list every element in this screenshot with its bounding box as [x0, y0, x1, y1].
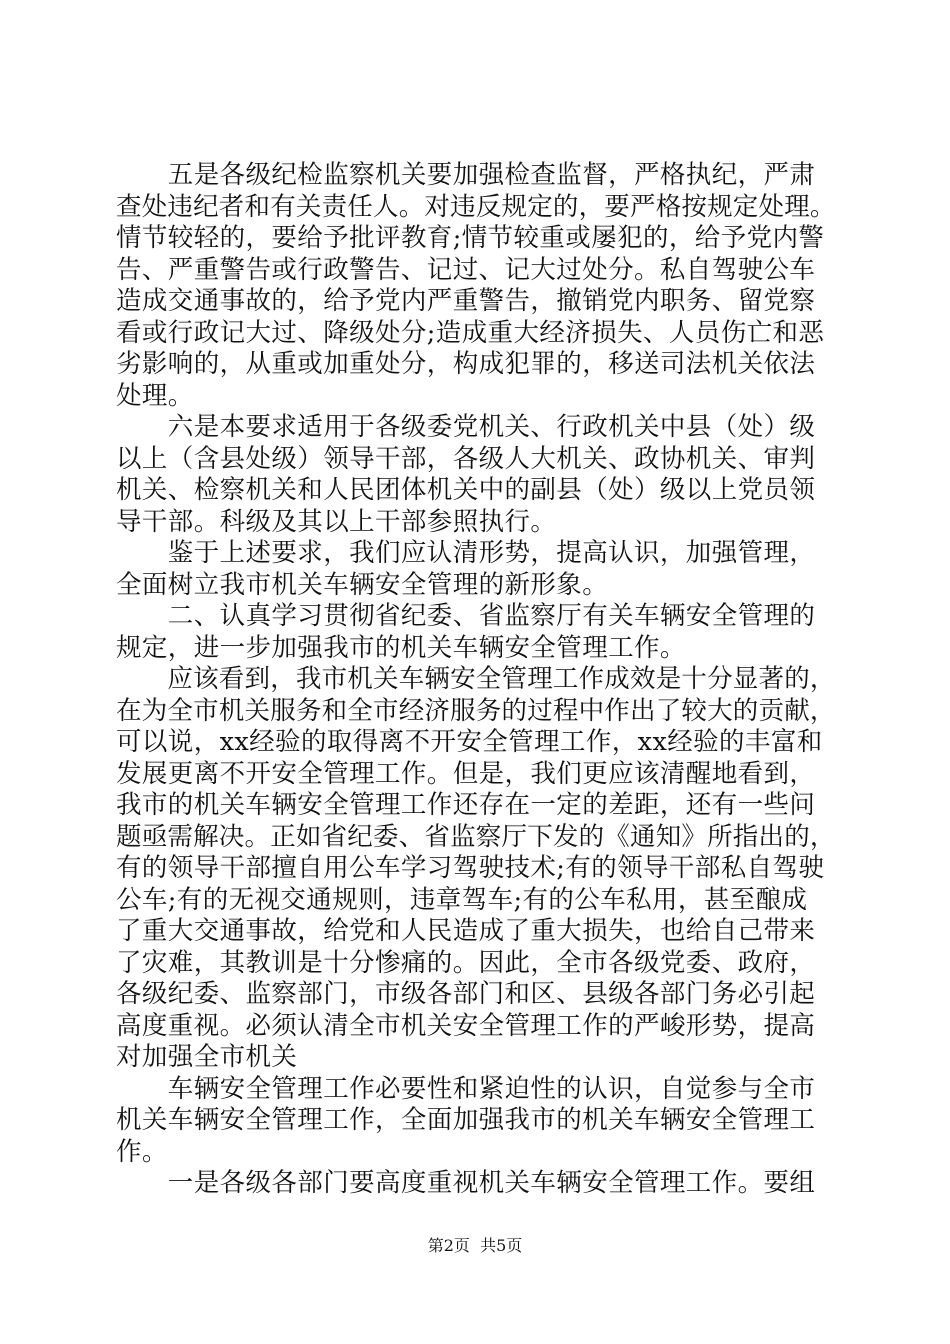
text-line: 在为全市机关服务和全市经济服务的过程中作出了较大的贡献，: [116, 695, 836, 726]
text-line: 以上（含县处级）领导干部，各级人大机关、政协机关、审判: [116, 443, 816, 474]
text-line: 机关、检察机关和人民团体机关中的副县（处）级以上党员领: [116, 475, 816, 505]
text-line: 查处违纪者和有关责任人。对违反规定的，要严格按规定处理。: [116, 191, 836, 222]
text-line: 车辆安全管理工作必要性和紧迫性的认识，自觉参与全市: [116, 1073, 816, 1104]
text-line: 五是各级纪检监察机关要加强检查监督，严格执纪，严肃: [116, 160, 816, 190]
text-line: 情节较轻的，要给予批评教育;情节较重或屡犯的，给予党内警: [116, 223, 825, 253]
text-line: 公车;有的无视交通规则，违章驾车;有的公车私用，甚至酿成: [116, 884, 808, 915]
text-line: 题亟需解决。正如省纪委、省监察厅下发的《通知》所指出的，: [116, 821, 836, 852]
text-line: 了重大交通事故，给党和人民造成了重大损失，也给自己带来: [116, 916, 816, 946]
text-line: 六是本要求适用于各级委党机关、行政机关中县（处）级: [116, 412, 816, 442]
text-line: 处理。: [116, 380, 194, 411]
text-line: 二、认真学习贯彻省纪委、省监察厅有关车辆安全管理的: [116, 601, 816, 631]
document-body: [116, 160, 836, 1200]
text-line: 劣影响的，从重或加重处分，构成犯罪的，移送司法机关依法: [116, 349, 816, 379]
text-line: 发展更离不开安全管理工作。但是，我们更应该清醒地看到，: [116, 758, 816, 789]
text-line: 有的领导干部擅自用公车学习驾驶技术;有的领导干部私自驾驶: [116, 853, 825, 883]
text-line: 了灾难，其教训是十分惨痛的。因此，全市各级党委、政府，: [116, 947, 816, 978]
text-line: 可以说，xx经验的取得离不开安全管理工作，xx经验的丰富和: [116, 727, 823, 757]
text-line: 机关车辆安全管理工作，全面加强我市的机关车辆安全管理工: [116, 1105, 816, 1135]
page-footer: 第2页 共5页: [427, 1236, 523, 1255]
text-line: 应该看到，我市机关车辆安全管理工作成效是十分显著的，: [116, 664, 836, 694]
text-line: 全面树立我市机关车辆安全管理的新形象。: [116, 569, 609, 600]
text-line: 对加强全市机关: [116, 1042, 298, 1072]
text-line: 各级纪委、监察部门，市级各部门和区、县级各部门务必引起: [116, 979, 816, 1009]
text-line: 作。: [116, 1136, 168, 1167]
text-line: 造成交通事故的，给予党内严重警告，撤销党内职务、留党察: [116, 286, 816, 316]
text-line: 导干部。科级及其以上干部参照执行。: [116, 506, 557, 537]
text-line: 鉴于上述要求，我们应认清形势，提高认识，加强管理，: [116, 538, 816, 568]
text-line: 高度重视。必须认清全市机关安全管理工作的严峻形势，提高: [116, 1010, 816, 1041]
text-line: 规定，进一步加强我市的机关车辆安全管理工作。: [116, 632, 686, 663]
text-line: 看或行政记大过、降级处分;造成重大经济损失、人员伤亡和恶: [116, 317, 825, 348]
text-line: 一是各级各部门要高度重视机关车辆安全管理工作。要组: [116, 1168, 816, 1198]
text-line: 告、严重警告或行政警告、记过、记大过处分。私自驾驶公车: [116, 254, 816, 285]
text-line: 我市的机关车辆安全管理工作还存在一定的差距，还有一些问: [116, 790, 816, 820]
